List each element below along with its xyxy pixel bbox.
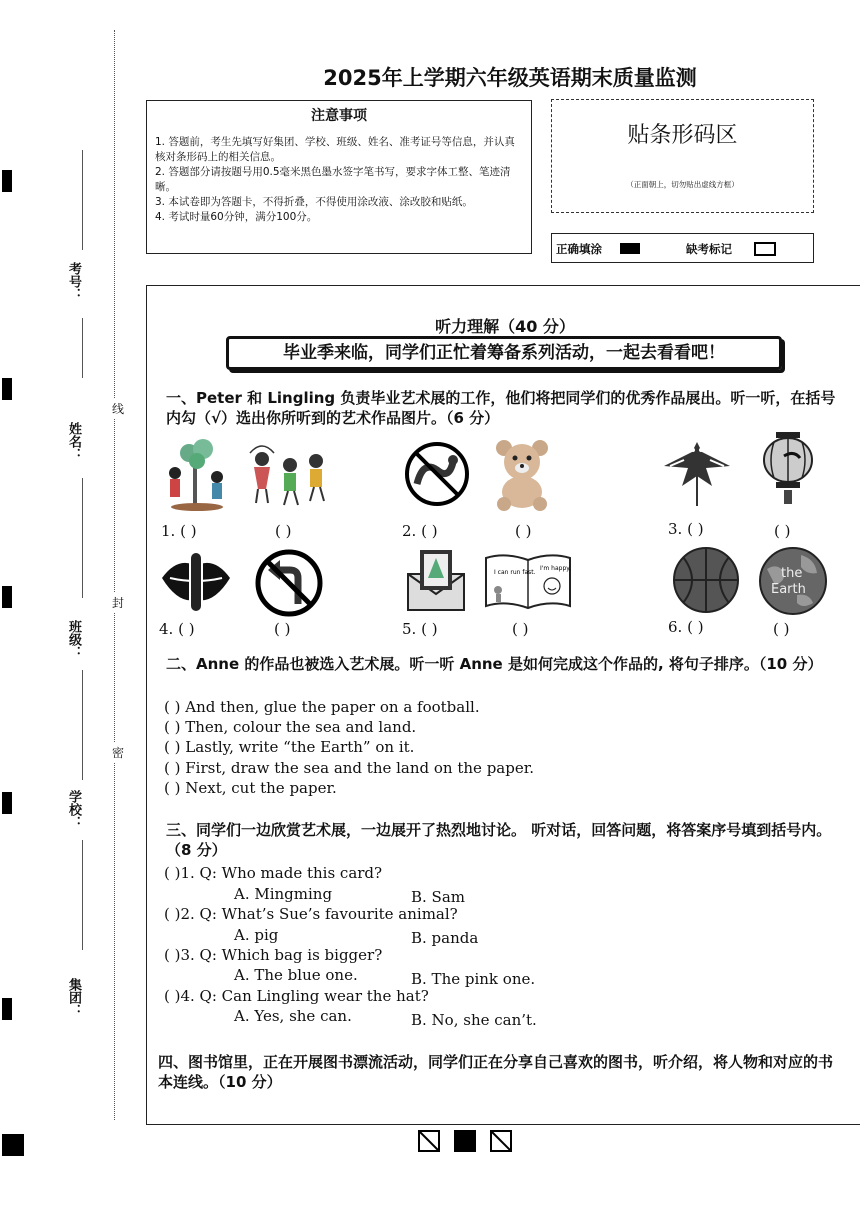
part2-title: 二、Anne 的作品也被选入艺术展。听一听 Anne 是如何完成这个作品的, 将句子排序。（10 分） [166, 655, 823, 673]
tree-planting-picture [163, 435, 233, 513]
bottom-mark-hatched [490, 1130, 512, 1152]
part3-option-a: A. The blue one. [234, 966, 358, 984]
part3-option-b: B. The pink one. [411, 970, 536, 988]
part1-label-2b[interactable]: ( ) [515, 522, 532, 540]
part1-label-1b[interactable]: ( ) [275, 522, 292, 540]
open-book-picture [482, 550, 574, 614]
part4-title: 四、图书馆里，正在开展图书漂流活动，同学们正在分享自己喜欢的图书，听介绍，将人物和对应的书本连线。（10 分） [158, 1053, 834, 1091]
exam-number-line[interactable] [82, 150, 83, 250]
registration-mark [2, 998, 12, 1020]
bottom-mark-hatched [418, 1130, 440, 1152]
lantern-picture [760, 430, 816, 514]
part3-option-b: B. panda [411, 929, 479, 947]
part2-item[interactable]: ( ) And then, glue the paper on a football. [164, 698, 480, 716]
name-line[interactable] [82, 478, 83, 598]
part1-label-3b[interactable]: ( ) [774, 522, 791, 540]
part1-label-5b[interactable]: ( ) [512, 620, 529, 638]
part1-label-6b[interactable]: ( ) [773, 620, 790, 638]
notice-item: 4. 考试时量60分钟，满分100分。 [155, 211, 318, 223]
part1-label-5[interactable]: 5. ( ) [402, 620, 438, 638]
part3-option-b: B. No, she can’t. [411, 1011, 537, 1029]
book-text-left: I can run fast. [494, 569, 536, 576]
exam-number-line-lower[interactable] [82, 318, 83, 378]
barcode-note: （正面朝上，切勿贴出虚线方框） [626, 180, 739, 189]
registration-mark [2, 378, 12, 400]
part3-option-b: B. Sam [411, 888, 466, 906]
registration-mark [2, 1134, 24, 1156]
part1-title: 一、Peter 和 Lingling 负责毕业艺术展的工作，他们将把同学们的优秀作品展出。听一听，在括号内勾（√）选出你所听到的艺术作品图片。（6 分） [166, 389, 836, 427]
correct-fill-label: 正确填涂 [556, 242, 602, 256]
part2-item[interactable]: ( ) Lastly, write “the Earth” on it. [164, 738, 415, 756]
registration-mark [2, 792, 12, 814]
notice-heading: 注意事项 [311, 108, 367, 124]
notice-box [146, 100, 532, 254]
barcode-area [551, 99, 814, 213]
fill-example [551, 233, 814, 263]
kite-picture [662, 436, 732, 510]
part3-question[interactable]: ( )3. Q: Which bag is bigger? [164, 946, 383, 964]
card-envelope-picture [406, 548, 466, 612]
school-line[interactable] [82, 840, 83, 950]
registration-mark [2, 170, 12, 192]
school-label: 学校： [66, 790, 81, 829]
seal-char-seal: 封 [112, 592, 124, 613]
notice-item: 1. 答题前，考生先填写好集团、学校、班级、姓名、准考证号等信息，并认真核对条形码上的相关信息。 [155, 136, 515, 163]
listening-heading: 听力理解（40 分） [435, 317, 575, 336]
no-snake-sign-picture [403, 440, 471, 508]
basketball-picture [671, 545, 741, 615]
absent-mark-label: 缺考标记 [686, 242, 732, 256]
listening-banner: 毕业季来临，同学们正忙着筹备系列活动，一起去看看吧！ [226, 336, 782, 370]
part1-label-4b[interactable]: ( ) [274, 620, 291, 638]
seal-char-secret: 密 [112, 742, 124, 763]
exam-number-label: 考号： [66, 262, 81, 301]
teddy-bear-picture [490, 436, 554, 512]
correct-fill-sample [620, 243, 640, 254]
no-left-turn-sign-picture [254, 548, 324, 618]
part3-title: 三、同学们一边欣赏艺术展，一边展开了热烈地讨论。 听对话，回答问题，将答案序号填到括号内。（8 分） [166, 821, 832, 859]
earth-ball-picture [757, 545, 829, 617]
part3-option-a: A. Yes, she can. [234, 1007, 352, 1025]
class-label: 班级： [66, 620, 81, 659]
absent-mark-box[interactable] [754, 242, 776, 256]
seal-char-line: 线 [112, 398, 124, 419]
part1-label-6[interactable]: 6. ( ) [668, 618, 704, 636]
part1-label-2[interactable]: 2. ( ) [402, 522, 438, 540]
part1-label-3[interactable]: 3. ( ) [668, 520, 704, 538]
part2-item[interactable]: ( ) Next, cut the paper. [164, 779, 337, 797]
barcode-label: 贴条形码区 [627, 123, 738, 148]
notice-item: 3. 本试卷即为答题卡，不得折叠，不得使用涂改液、涂改胶和贴纸。 [155, 196, 473, 208]
part3-option-a: A. Mingming [234, 885, 333, 903]
part2-item[interactable]: ( ) First, draw the sea and the land on the paper. [164, 759, 535, 777]
part3-option-a: A. pig [234, 926, 279, 944]
registration-mark [2, 586, 12, 608]
part1-label-1[interactable]: 1. ( ) [161, 522, 197, 540]
quiet-lips-picture [160, 548, 232, 616]
book-text-right: I'm happy. [540, 565, 571, 572]
bottom-mark-solid [454, 1130, 476, 1152]
part3-question[interactable]: ( )1. Q: Who made this card? [164, 864, 383, 882]
seal-dotted-line [114, 30, 115, 1120]
class-line[interactable] [82, 670, 83, 780]
page-title: 2025年上学期六年级英语期末质量监测 [323, 66, 697, 90]
group-label: 集团： [66, 978, 81, 1017]
part3-question[interactable]: ( )2. Q: What’s Sue’s favourite animal? [164, 905, 458, 923]
part2-item[interactable]: ( ) Then, colour the sea and land. [164, 718, 417, 736]
earth-text-the: the [781, 566, 803, 581]
name-label: 姓名： [66, 422, 81, 461]
notice-item: 2. 答题部分请按题号用0.5毫米黑色墨水签字笔书写，要求字体工整、笔迹清晰。 [155, 166, 511, 193]
part1-label-4[interactable]: 4. ( ) [159, 620, 195, 638]
part3-question[interactable]: ( )4. Q: Can Lingling wear the hat? [164, 987, 429, 1005]
earth-text-earth: Earth [771, 582, 806, 597]
children-playing-picture [248, 445, 330, 507]
